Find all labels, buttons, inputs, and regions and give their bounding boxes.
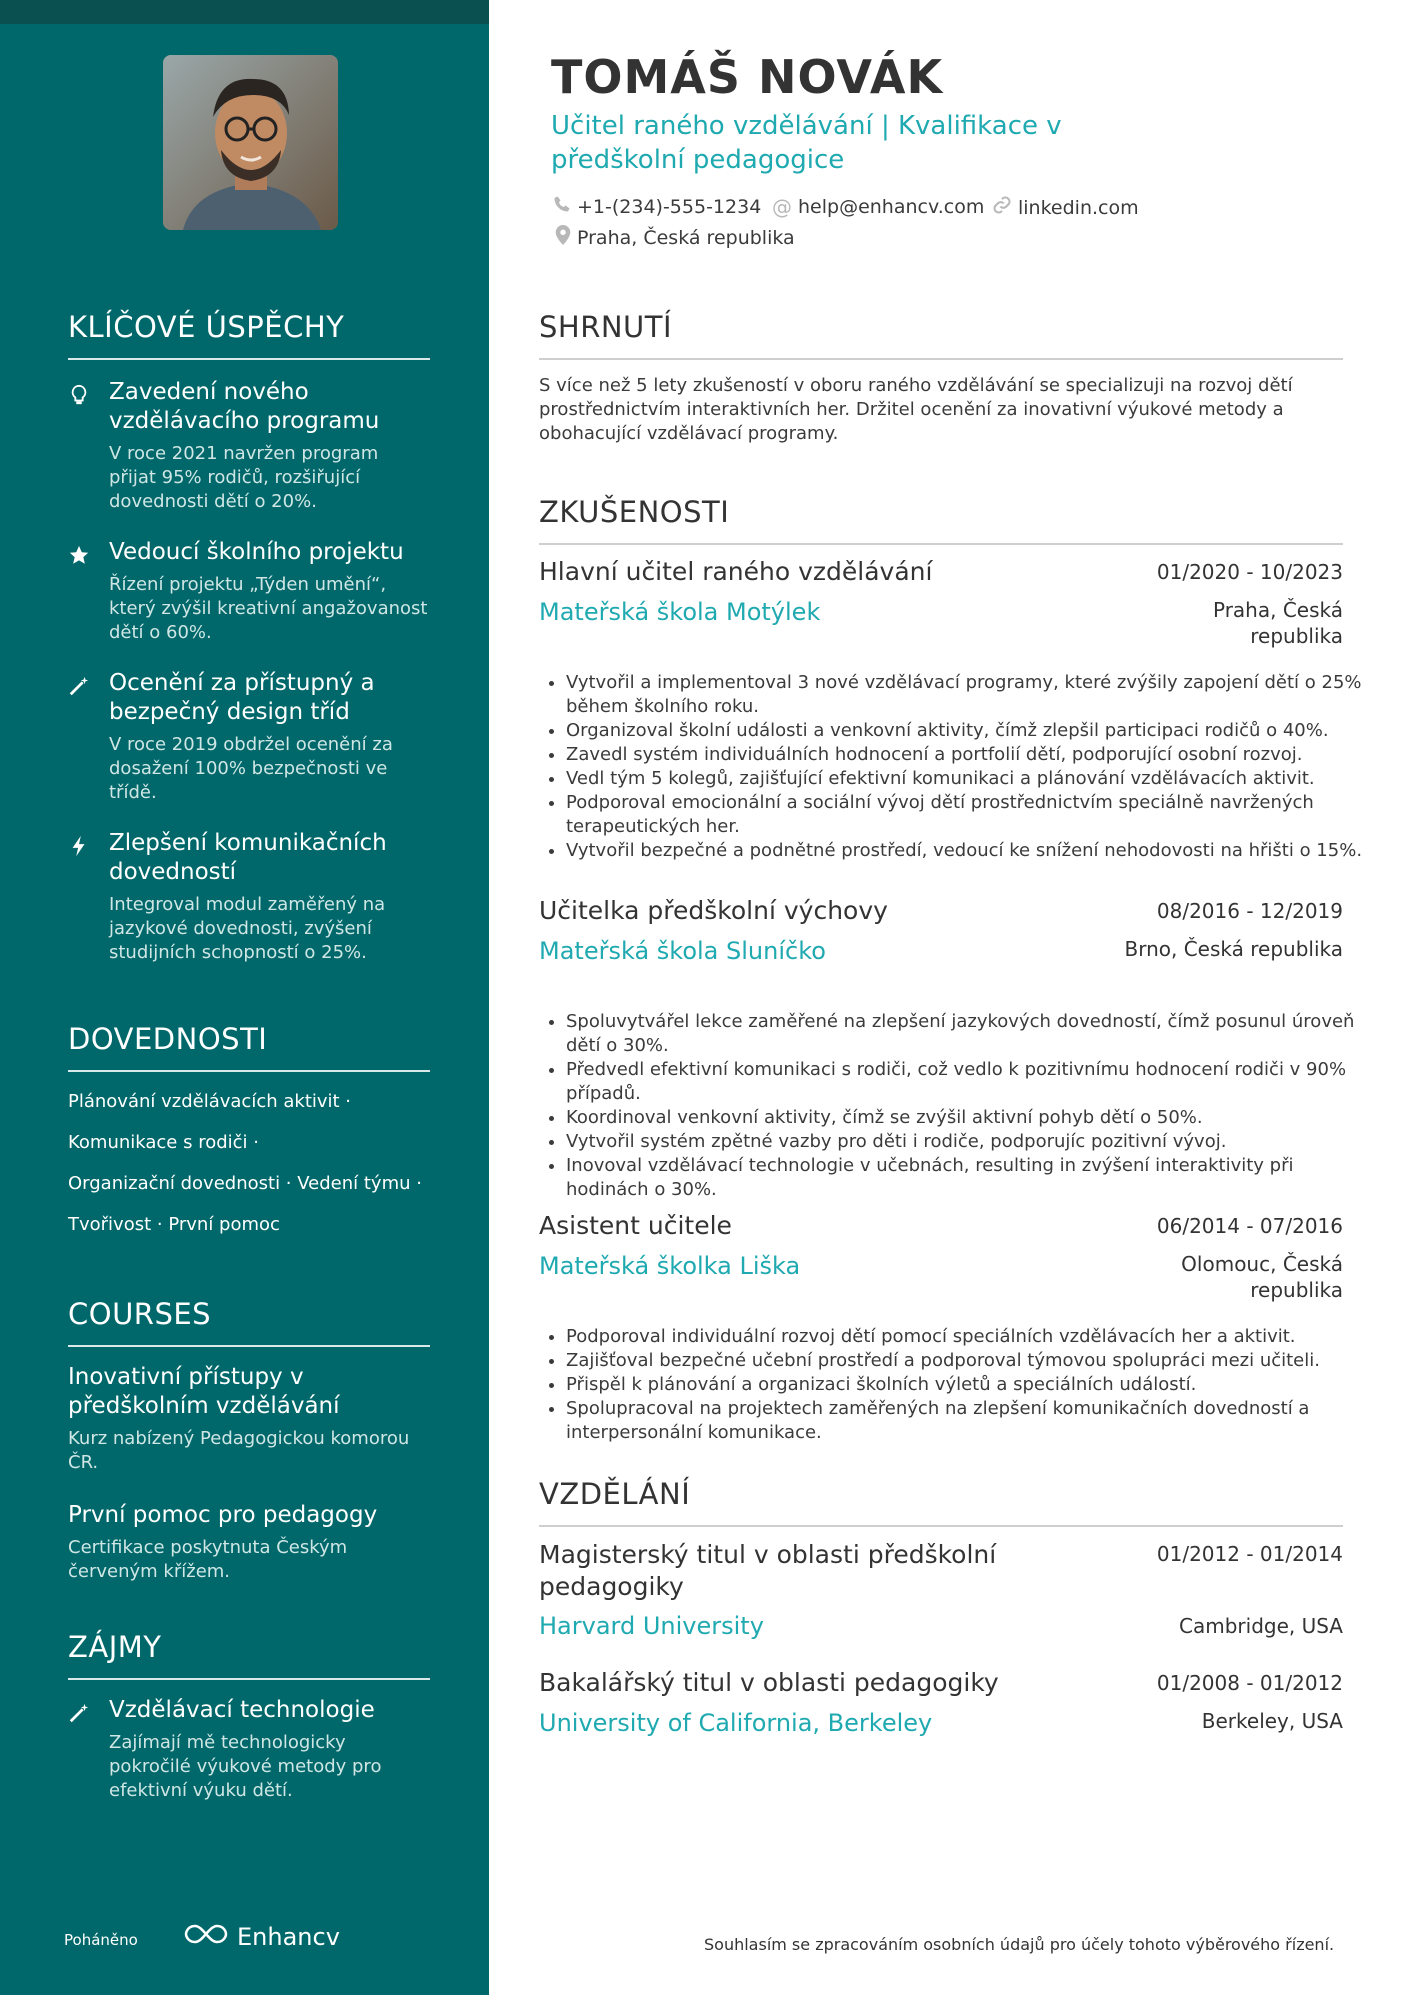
skills-section — [68, 1022, 430, 1236]
course-desc: Certifikace poskytnuta Českým červeným křížem. — [68, 1537, 348, 1582]
star-icon — [68, 544, 90, 566]
enhancv-logo[interactable] — [183, 1922, 340, 1952]
contact-linkedin[interactable] — [992, 195, 1139, 220]
summary-text: S více než 5 lety zkušeností v oboru raného vzdělávání se specializuji na rozvoj dětí prostřednictvím interaktivních her. Držitel ocenění za inovativní výukové metody a obohacující vzdělávací programy. — [539, 375, 1293, 444]
job-location: Olomouc, Česká republika — [1181, 1252, 1343, 1302]
school-location: Cambridge, USA — [1179, 1614, 1343, 1638]
degree-title: Bakalářský titul v oblasti pedagogiky — [539, 1668, 999, 1697]
interest-title: Vzdělávací technologie — [109, 1697, 375, 1723]
contact-location — [555, 225, 795, 250]
school-name: University of California, Berkeley — [539, 1709, 933, 1737]
course-item — [68, 1501, 430, 1584]
achievement-item — [68, 669, 430, 805]
achievement-item — [68, 538, 430, 645]
job-bullet: • Inovoval vzdělávací technologie v učebnách, resulting in zvýšení interaktivity při hodinách o 30%. — [566, 1154, 1366, 1202]
experience-title: ZKUŠENOSTI — [539, 495, 1343, 545]
candidate-headline: Učitel raného vzdělávání | Kvalifikace v předškolní pedagogice — [551, 111, 1062, 175]
course-item — [68, 1363, 430, 1475]
education-title: VZDĚLÁNÍ — [539, 1477, 1343, 1527]
skills-title: DOVEDNOSTI — [68, 1022, 430, 1072]
job-bullet: • Koordinoval venkovní aktivity, čímž se zvýšil aktivní pohyb dětí o 50%. — [566, 1106, 1366, 1130]
job-bullets — [539, 1325, 1366, 1445]
achievement-desc: Řízení projektu „Týden umění“, který zvýšil kreativní angažovanost dětí o 60%. — [109, 574, 428, 643]
job-bullet: • Předvedl efektivní komunikaci s rodiči, což vedlo k pozitivnímu hodnocení rodiči v 90% případů. — [566, 1058, 1366, 1106]
achievement-title: Ocenění za přístupný a bezpečný design tříd — [109, 670, 375, 725]
interest-item — [68, 1696, 430, 1803]
job-bullet: • Spolupracoval na projektech zaměřených na zlepšení komunikačních dovedností a interpersonální komunikace. — [566, 1397, 1366, 1445]
candidate-name: TOMÁŠ NOVÁK — [551, 50, 944, 104]
at-icon: @ — [772, 195, 792, 219]
job-bullet: • Spoluvytvářel lekce zaměřené na zlepšení jazykových dovedností, čímž posunul úroveň dětí o 30%. — [566, 1010, 1366, 1058]
job-location: Praha, Česká republika — [1212, 598, 1343, 648]
location-pin-icon — [555, 225, 571, 250]
experience-section — [539, 495, 1343, 545]
lightning-icon — [68, 835, 90, 857]
achievement-item — [68, 829, 430, 965]
job-title: Hlavní učitel raného vzdělávání — [539, 557, 933, 586]
linkedin-text: linkedin.com — [1018, 196, 1139, 219]
skills-line: Komunikace s rodiči · — [68, 1132, 259, 1153]
magic-wand-icon — [68, 675, 90, 697]
summary-section — [539, 310, 1343, 446]
achievements-title: KLÍČOVÉ ÚSPĚCHY — [68, 310, 430, 360]
phone-icon — [553, 195, 571, 218]
job-bullet: • Přispěl k plánování a organizaci školních výletů a speciálních událostí. — [566, 1373, 1366, 1397]
job-bullet: • Organizoval školní události a venkovní aktivity, čímž zlepšil participaci rodičů o 40%. — [566, 719, 1366, 743]
job-bullet: • Vytvořil systém zpětné vazby pro děti i rodiče, podporujíc pozitivní vývoj. — [566, 1130, 1366, 1154]
job-company: Mateřská škola Motýlek — [539, 598, 821, 626]
courses-title: COURSES — [68, 1297, 430, 1347]
job-bullet: • Vedl tým 5 kolegů, zajišťující efektivní komunikaci a plánování vzdělávacích aktivit. — [566, 767, 1366, 791]
education-section — [539, 1477, 1343, 1527]
job-dates: 06/2014 - 07/2016 — [1156, 1214, 1343, 1238]
job-bullets — [539, 671, 1366, 863]
course-title: Inovativní přístupy v předškolním vzdělávání — [68, 1364, 340, 1419]
brand-name: Enhancv — [237, 1923, 340, 1951]
course-title: První pomoc pro pedagogy — [68, 1502, 378, 1528]
sidebar-top-bar — [0, 0, 489, 24]
summary-title: SHRNUTÍ — [539, 310, 1343, 360]
link-icon — [992, 195, 1012, 220]
job-bullet: • Podporoval emocionální a sociální vývoj dětí prostřednictvím speciálně navržených terapeutických her. — [566, 791, 1366, 839]
consent-note: Souhlasím se zpracováním osobních údajů pro účely tohoto výběrového řízení. — [704, 1935, 1335, 1954]
job-bullet: • Vytvořil bezpečné a podnětné prostředí, vedoucí ke snížení nehodovosti na hřišti o 15%. — [566, 839, 1366, 863]
powered-by-label: Poháněno — [64, 1931, 138, 1949]
interest-desc: Zajímají mě technologicky pokročilé výukové metody pro efektivní výuku dětí. — [109, 1732, 382, 1801]
job-dates: 08/2016 - 12/2019 — [1156, 899, 1343, 923]
achievement-desc: V roce 2019 obdržel ocenění za dosažení 100% bezpečnosti ve třídě. — [109, 734, 393, 803]
job-bullet: • Podporoval individuální rozvoj dětí pomocí speciálních vzdělávacích her a aktivit. — [566, 1325, 1366, 1349]
job-bullets — [539, 1010, 1366, 1202]
location-text: Praha, Česká republika — [577, 226, 795, 249]
job-company: Mateřská školka Liška — [539, 1252, 801, 1280]
sidebar — [0, 0, 489, 1995]
education-dates: 01/2008 - 01/2012 — [1156, 1671, 1343, 1695]
achievement-desc: V roce 2021 navržen program přijat 95% rodičů, rozšiřující dovednosti dětí o 20%. — [109, 443, 379, 512]
job-title: Učitelka předškolní výchovy — [539, 896, 888, 925]
achievement-title: Vedoucí školního projektu — [109, 539, 404, 565]
skills-line: Plánování vzdělávacích aktivit · — [68, 1091, 352, 1112]
skills-line: Organizační dovednosti · Vedení týmu · — [68, 1173, 422, 1194]
degree-title: Magisterský titul v oblasti předškolní pedagogiky — [539, 1540, 997, 1601]
skills-line: Tvořivost · První pomoc — [68, 1214, 280, 1235]
courses-section — [68, 1297, 430, 1584]
job-bullet: • Vytvořil a implementoval 3 nové vzdělávací programy, které zvýšily zapojení dětí o 25% během školního roku. — [566, 671, 1366, 719]
achievement-title: Zlepšení komunikačních dovedností — [109, 830, 387, 885]
job-bullet: • Zajišťoval bezpečné učební prostředí a podporoval týmovou spolupráci mezi učiteli. — [566, 1349, 1366, 1373]
school-location: Berkeley, USA — [1201, 1709, 1343, 1733]
course-desc: Kurz nabízený Pedagogickou komorou ČR. — [68, 1428, 410, 1473]
contact-email[interactable] — [772, 195, 984, 219]
achievement-title: Zavedení nového vzdělávacího programu — [109, 379, 380, 434]
email-text: help@enhancv.com — [798, 196, 985, 218]
magic-wand-icon — [68, 1702, 90, 1724]
interests-title: ZÁJMY — [68, 1630, 430, 1680]
job-bullet: • Zavedl systém individuálních hodnocení a portfolií dětí, podporující osobní rozvoj. — [566, 743, 1366, 767]
profile-photo — [163, 55, 338, 230]
school-name: Harvard University — [539, 1612, 764, 1640]
interests-section — [68, 1630, 430, 1803]
lightbulb-icon — [68, 384, 90, 406]
job-title: Asistent učitele — [539, 1211, 732, 1240]
job-dates: 01/2020 - 10/2023 — [1156, 560, 1343, 584]
infinity-icon — [183, 1922, 229, 1952]
phone-text: +1-(234)-555-1234 — [577, 195, 762, 218]
job-company: Mateřská škola Sluníčko — [539, 937, 826, 965]
achievement-item — [68, 378, 430, 514]
education-dates: 01/2012 - 01/2014 — [1156, 1542, 1343, 1566]
achievements-section — [68, 310, 430, 965]
job-location: Brno, Česká republika — [1124, 937, 1343, 961]
contact-phone[interactable] — [553, 195, 761, 218]
achievement-desc: Integroval modul zaměřený na jazykové dovednosti, zvýšení studijních schopností o 25%. — [109, 894, 386, 963]
